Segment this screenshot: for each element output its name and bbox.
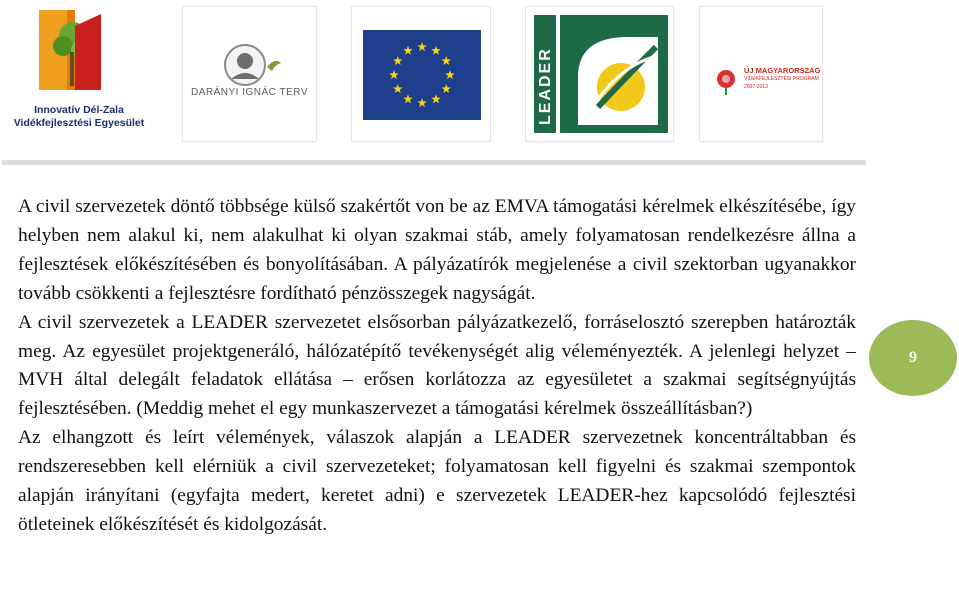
- paragraph: Az elhangzott és leírt vélemények, válaszok alapján a LEADER szervezetnek koncentráltabban és rendszeresebben kell elérniük a civil szervezeteket; folyamatosan kell figyelni és szakmai szempontok alapján irányítani (egyfajta medert, keretet adni) e szervezetek LEADER-hez kapcsolódó fejlesztési ötleteinek előkészítését és kidolgozását.: [18, 427, 856, 535]
- logo-line-2: Vidékfejlesztési Egyesület: [13, 117, 145, 129]
- logo-line-3: 2007-2013: [744, 84, 768, 90]
- leader-emblem-icon: [526, 7, 674, 141]
- page-number: 9: [909, 349, 917, 366]
- logo-caption-innovativ: [9, 104, 149, 130]
- rose-emblem-icon: [708, 65, 748, 95]
- eu-stars-icon: [363, 30, 481, 120]
- logo-line-1: Innovatív Dél-Zala: [34, 104, 124, 116]
- tree-emblem-icon: [9, 6, 149, 106]
- uj-magyarorszag-logo: [699, 6, 823, 142]
- logo-line-1: ÚJ MAGYARORSZÁG: [744, 66, 821, 75]
- daranyi-ignac-terv-logo: [182, 6, 317, 142]
- eu-flag-logo: [351, 6, 491, 142]
- leader-vertical-text: LEADER: [537, 47, 554, 125]
- uj-magyarorszag-text: [744, 67, 820, 91]
- paragraph: A civil szervezetek a LEADER szervezetet elsősorban pályázatkezelő, forráselosztó szerepben határozták meg. Az egyesület projektgeneráló, hálózatépítő tevékenységét alig véleményezték. A jelenlegi helyzet – MVH által delegált feladatok ellátása – erősen korlátozza az egyesületet a szakmai segítségnyújtás fejlesztésében. (Meddig mehet el egy munkaszervezet a támogatási kérelmek összeállításban?): [18, 311, 856, 420]
- page-number-badge: [869, 320, 957, 396]
- header-divider: [2, 160, 866, 165]
- paragraph: A civil szervezetek döntő többsége külső szakértőt von be az EMVA támogatási kérelmek elkészítésébe, így helyben nem alakul ki, nem alakulhat ki olyan szakmai stáb, amely folyamatosan rendelkezésre állna a fejlesztések előkészítésében és bonyolításában. A pályázatírók megjelenése a civil szektorban ugyanakkor tovább csökkenti a fejlesztésre fordítható pénzösszegek nagyságát.: [18, 196, 856, 304]
- document-body: [18, 193, 856, 540]
- leader-logo: [525, 6, 674, 142]
- logo-line-2: VIDÉKFEJLESZTÉSI PROGRAM: [744, 76, 819, 82]
- logo-caption-daranyi: DARÁNYI IGNÁC TERV: [191, 87, 308, 98]
- innovativ-dele-zala-logo: [9, 6, 149, 142]
